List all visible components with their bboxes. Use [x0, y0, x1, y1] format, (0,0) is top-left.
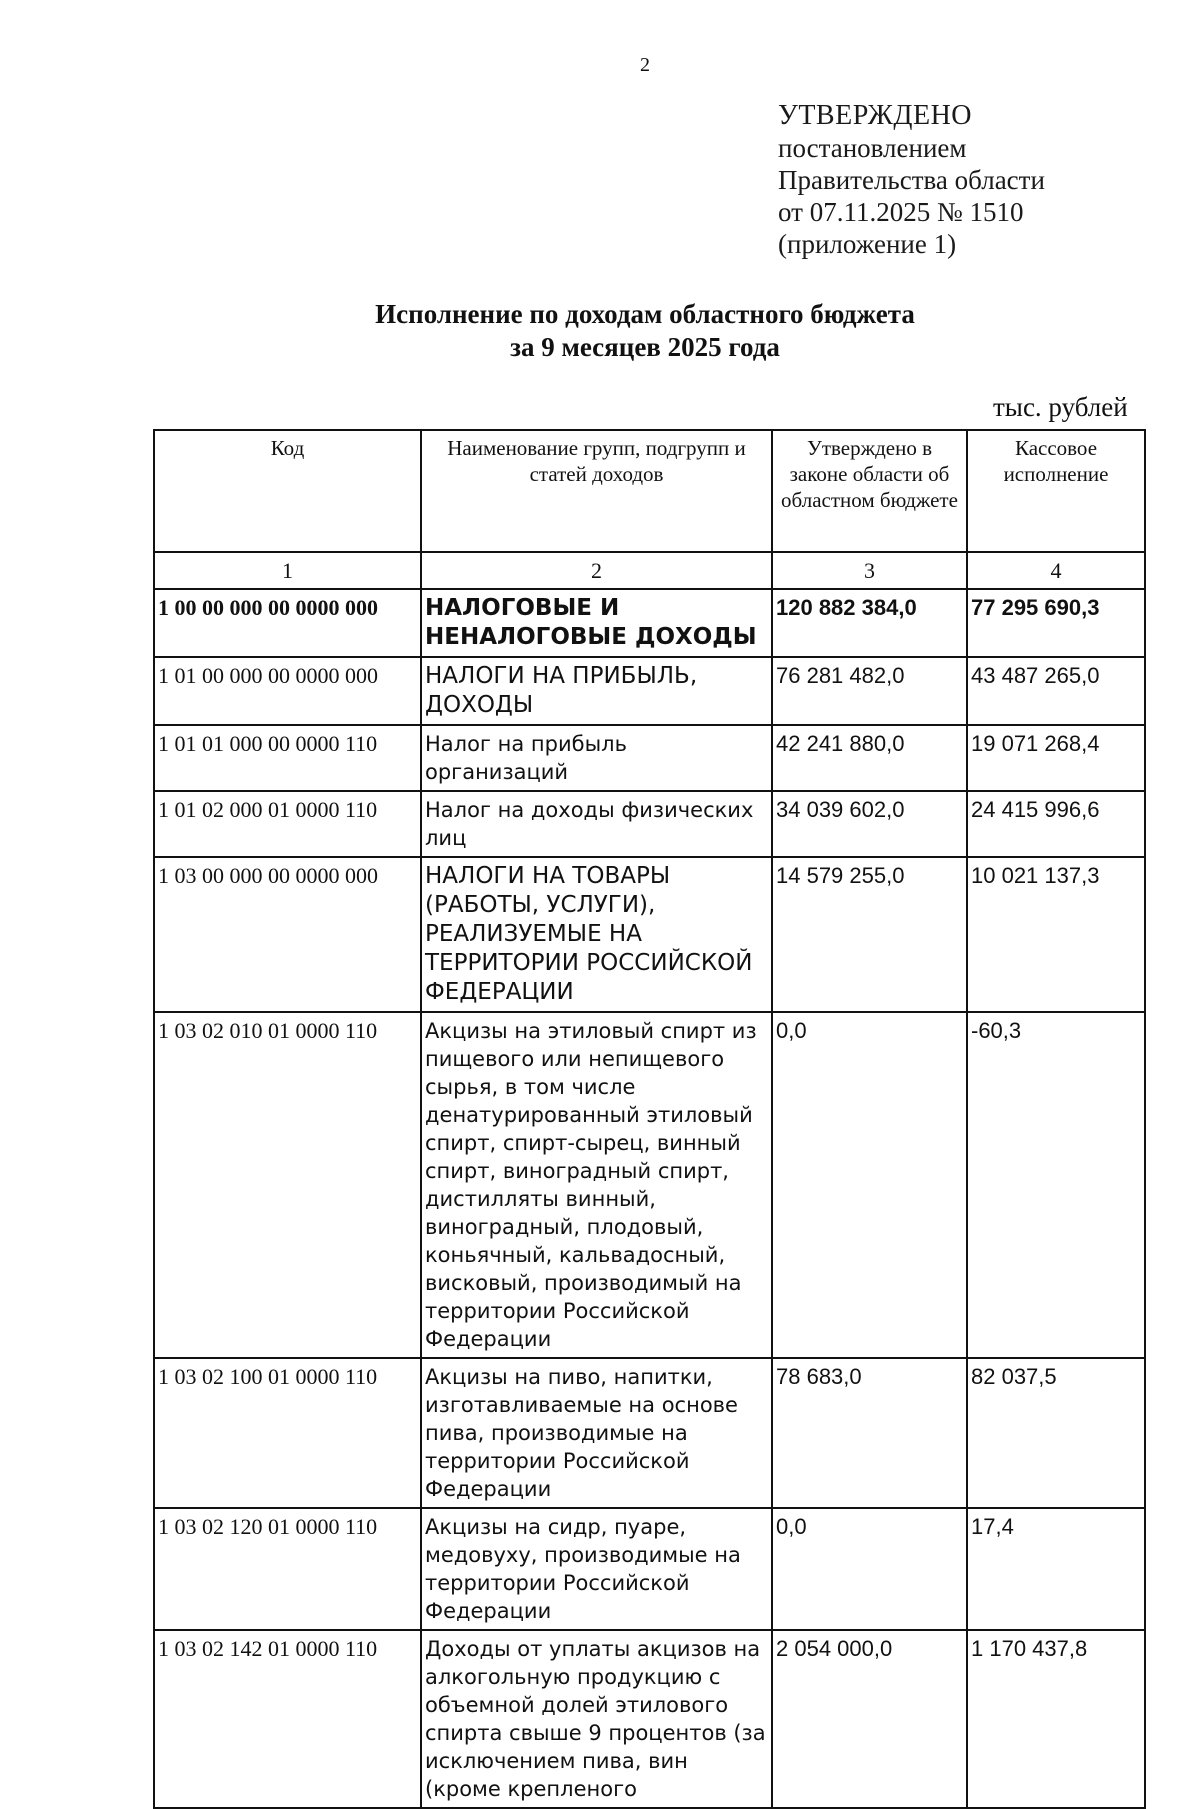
row-name: НАЛОГОВЫЕ И НЕНАЛОГОВЫЕ ДОХОДЫ — [421, 589, 772, 657]
row-approved: 14 579 255,0 — [772, 857, 967, 1012]
row-executed: 82 037,5 — [967, 1358, 1145, 1508]
row-executed: 10 021 137,3 — [967, 857, 1145, 1012]
row-name: Доходы от уплаты акцизов на алкогольную продукцию с объемной долей этилового спирта свыше 9 процентов (за исключением пива, вин (кроме крепленого — [421, 1630, 772, 1808]
title-line-1: Исполнение по доходам областного бюджета — [375, 299, 915, 329]
row-executed: 24 415 996,6 — [967, 791, 1145, 857]
row-name: Акцизы на этиловый спирт из пищевого или непищевого сырья, в том числе денатурированный этиловый спирт, спирт-сырец, винный спирт, виноградный спирт, дистилляты винный, виноградный, плодовый, коньячный, кальвадосный, висковый, производимый на территории Российской Федерации — [421, 1012, 772, 1358]
table-row — [154, 657, 1145, 725]
row-executed: 1 170 437,8 — [967, 1630, 1145, 1808]
row-name: Налог на доходы физических лиц — [421, 791, 772, 857]
title-line-2: за 9 месяцев 2025 года — [510, 332, 780, 362]
table-row — [154, 1358, 1145, 1508]
page-number: 2 — [640, 54, 650, 76]
row-executed: 17,4 — [967, 1508, 1145, 1630]
row-code: 1 03 00 000 00 0000 000 — [154, 857, 421, 1012]
row-executed: -60,3 — [967, 1012, 1145, 1358]
revenue-table — [153, 429, 1146, 1809]
header-name: Наименование групп, подгрупп и статей доходов — [421, 430, 772, 552]
column-number: 4 — [967, 552, 1145, 589]
row-name: Акцизы на пиво, напитки, изготавливаемые на основе пива, производимые на территории Российской Федерации — [421, 1358, 772, 1508]
column-number: 1 — [154, 552, 421, 589]
row-approved: 120 882 384,0 — [772, 589, 967, 657]
table-row — [154, 1508, 1145, 1630]
row-name: НАЛОГИ НА ПРИБЫЛЬ, ДОХОДЫ — [421, 657, 772, 725]
table-row — [154, 1630, 1145, 1808]
approval-line: (приложение 1) — [778, 229, 957, 259]
document-title — [0, 298, 1200, 364]
row-name: Акцизы на сидр, пуаре, медовуху, производимые на территории Российской Федерации — [421, 1508, 772, 1630]
row-approved: 0,0 — [772, 1508, 967, 1630]
table-row — [154, 1012, 1145, 1358]
row-code: 1 03 02 142 01 0000 110 — [154, 1630, 421, 1808]
row-approved: 76 281 482,0 — [772, 657, 967, 725]
row-code: 1 03 02 120 01 0000 110 — [154, 1508, 421, 1630]
approval-line: Правительства области — [778, 165, 1045, 195]
table-header-row — [154, 430, 1145, 552]
row-code: 1 01 02 000 01 0000 110 — [154, 791, 421, 857]
row-approved: 34 039 602,0 — [772, 791, 967, 857]
header-approved: Утверждено в законе области об областном бюджете — [772, 430, 967, 552]
units-label: тыс. рублей — [993, 392, 1128, 422]
row-name: НАЛОГИ НА ТОВАРЫ (РАБОТЫ, УСЛУГИ), РЕАЛИЗУЕМЫЕ НА ТЕРРИТОРИИ РОССИЙСКОЙ ФЕДЕРАЦИИ — [421, 857, 772, 1012]
table-row — [154, 791, 1145, 857]
row-code: 1 01 01 000 00 0000 110 — [154, 725, 421, 791]
row-approved: 0,0 — [772, 1012, 967, 1358]
approval-line: от 07.11.2025 № 1510 — [778, 197, 1024, 227]
column-number-row — [154, 552, 1145, 589]
column-number: 3 — [772, 552, 967, 589]
header-executed: Кассовое исполнение — [967, 430, 1145, 552]
row-code: 1 00 00 000 00 0000 000 — [154, 589, 421, 657]
table-row — [154, 857, 1145, 1012]
approval-heading: УТВЕРЖДЕНО — [778, 100, 973, 131]
row-code: 1 03 02 100 01 0000 110 — [154, 1358, 421, 1508]
table-row — [154, 589, 1145, 657]
row-executed: 43 487 265,0 — [967, 657, 1145, 725]
row-code: 1 01 00 000 00 0000 000 — [154, 657, 421, 725]
row-executed: 19 071 268,4 — [967, 725, 1145, 791]
column-number: 2 — [421, 552, 772, 589]
header-code: Код — [154, 430, 421, 552]
row-approved: 78 683,0 — [772, 1358, 967, 1508]
table-row — [154, 725, 1145, 791]
row-executed: 77 295 690,3 — [967, 589, 1145, 657]
row-approved: 2 054 000,0 — [772, 1630, 967, 1808]
approval-stamp — [778, 100, 1045, 260]
row-name: Налог на прибыль организаций — [421, 725, 772, 791]
row-approved: 42 241 880,0 — [772, 725, 967, 791]
row-code: 1 03 02 010 01 0000 110 — [154, 1012, 421, 1358]
approval-line: постановлением — [778, 133, 967, 163]
